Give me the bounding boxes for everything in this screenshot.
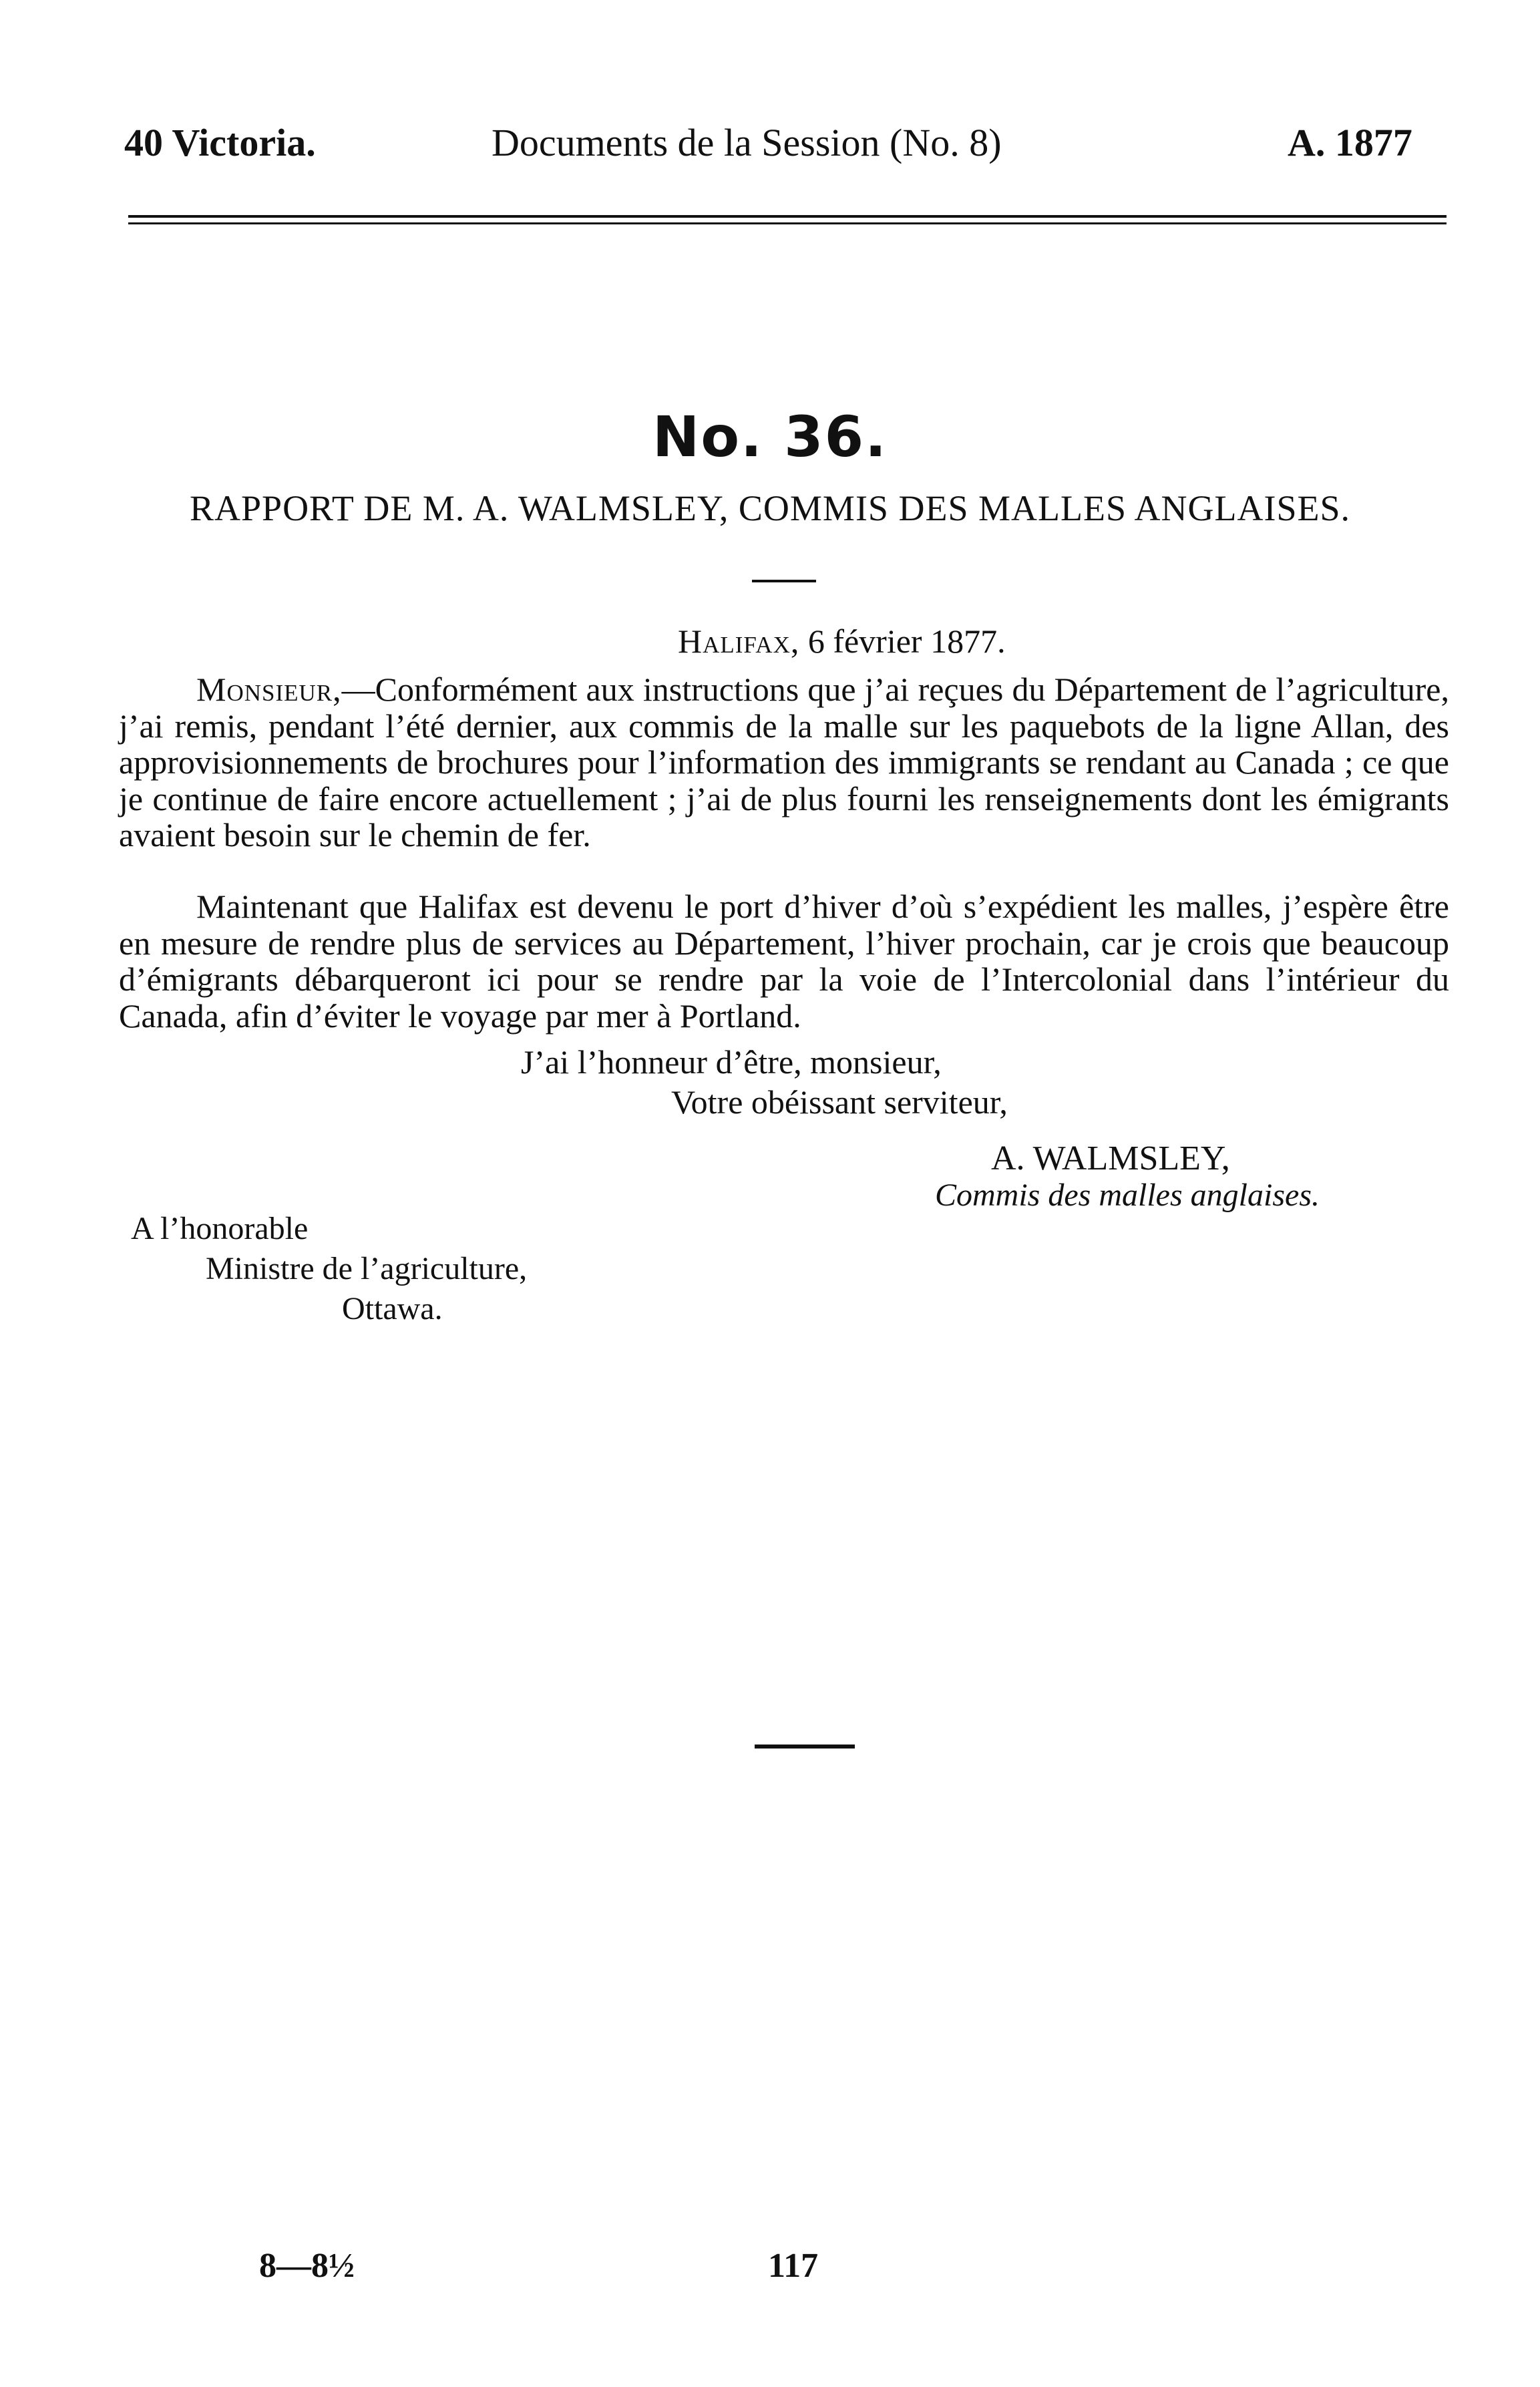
paragraph-2-text: Maintenant que Halifax est devenu le port d’hiver d’où s’expédient les malles, j’espère être en mesure de rendre plus de services au Département, l’hiver prochain, car je crois que beaucoup d’émigrants débarqueront ici pour se rendre par la voie de l’Intercolonial dans l’intérieur du Canada, afin d’éviter le voyage par mer à Portland.	[119, 888, 1449, 1035]
letter-salutation: Monsieur,	[196, 671, 342, 708]
header-rule-top	[128, 215, 1447, 218]
document-title: RAPPORT DE M. A. WALMSLEY, COMMIS DES MALLES ANGLAISES.	[189, 488, 1351, 528]
addressee-line-2: Ministre de l’agriculture,	[206, 1251, 528, 1286]
letter-paragraph-1	[119, 671, 1449, 854]
addressee-line-3: Ottawa.	[342, 1291, 443, 1326]
header-year: A. 1877	[1288, 121, 1412, 164]
header-volume: 40 Victoria.	[124, 121, 316, 164]
signature-name: A. WALMSLEY,	[991, 1139, 1230, 1177]
letter-date: 6 février 1877.	[799, 622, 1006, 660]
header-rule-bottom	[128, 222, 1447, 224]
page-number: 117	[768, 2247, 819, 2285]
signature-title: Commis des malles anglaises.	[935, 1177, 1320, 1213]
closing-line-1: J’ai l’honneur d’être, monsieur,	[521, 1043, 942, 1081]
footer-signature-mark: 8—8½	[259, 2247, 355, 2285]
closing-line-2: Votre obéissant serviteur,	[671, 1083, 1008, 1121]
header-session: Documents de la Session (No. 8)	[492, 121, 1002, 164]
addressee-line-1: A l’honorable	[131, 1211, 309, 1246]
letter-dateline	[678, 618, 1006, 665]
letter-place: Halifax,	[678, 622, 800, 660]
document-number: No. 36.	[652, 404, 888, 470]
paragraph-1-text: —Conformément aux instructions que j’ai reçues du Département de l’agriculture, j’ai remis, pendant l’été dernier, aux commis de la malle sur les paquebots de la ligne Allan, des approvisionnements de brochures pour l’information des immigrants se rendant au Canada ; ce que je continue de faire encore actuellement ; j’ai de plus fourni les renseignements dont les émigrants avaient besoin sur le chemin de fer.	[119, 671, 1449, 854]
end-separator	[755, 1745, 855, 1749]
title-separator	[752, 580, 816, 582]
letter-paragraph-2	[119, 888, 1449, 1034]
